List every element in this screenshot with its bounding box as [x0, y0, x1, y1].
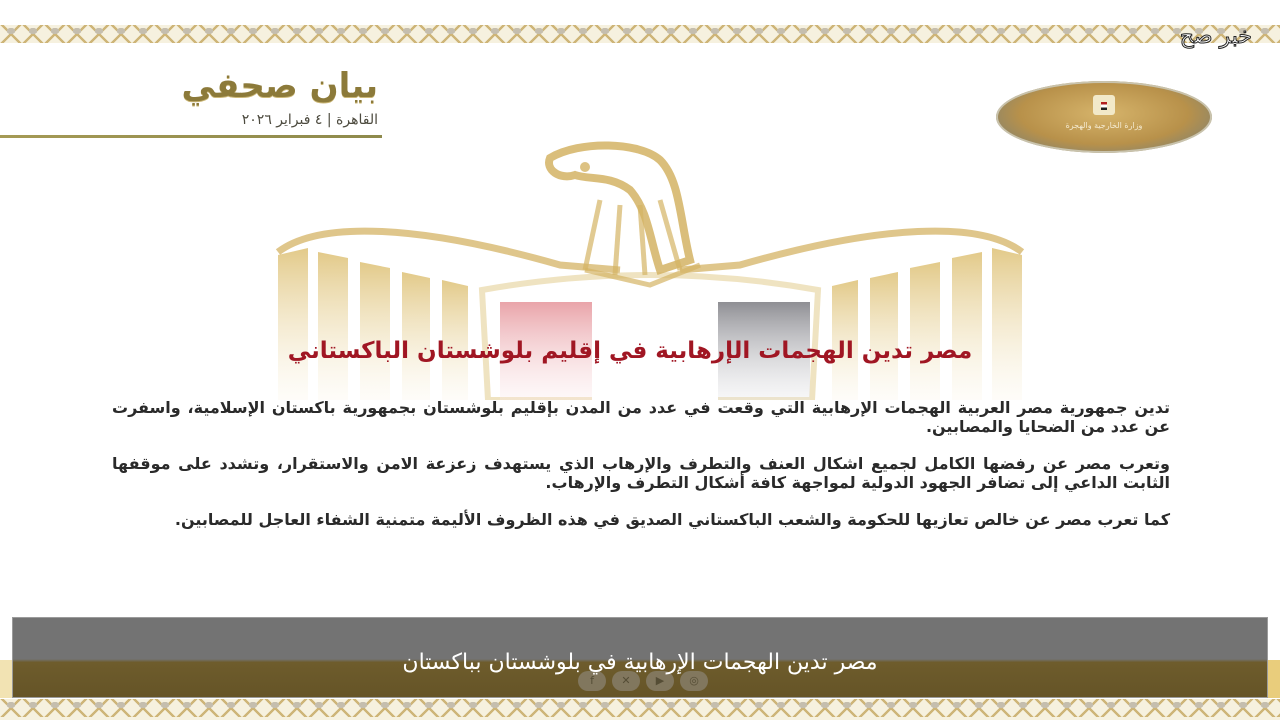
bottom-ornamental-border — [0, 699, 1280, 720]
youtube-icon[interactable]: ▶ — [646, 671, 674, 691]
facebook-icon[interactable]: f — [578, 671, 606, 691]
paragraph-2: وتعرب مصر عن رفضها الكامل لجميع اشكال العنف والتطرف والإرهاب الذي يستهدف زعزعة الامن والاستقرار، وتشدد على موقفها الثابت الداعي إلى تضافر الجهود الدولية لمواجهة كافة أشكال التطرف والإرهاب. — [112, 454, 1170, 492]
site-watermark: خبر صح — [1179, 24, 1252, 49]
date-line: القاهرة | ٤ فبراير ٢٠٢٦ — [241, 112, 378, 128]
press-release-header — [0, 66, 382, 138]
website-icon[interactable]: ◎ — [680, 671, 708, 691]
eagle-emblem-icon — [1093, 95, 1115, 115]
caption-text: مصر تدين الهجمات الإرهابية في بلوشستان بباكستان — [402, 650, 878, 675]
gold-edge-right — [1268, 660, 1280, 698]
image-caption-overlay — [12, 617, 1268, 698]
x-twitter-icon[interactable]: ✕ — [612, 671, 640, 691]
paragraph-3: كما تعرب مصر عن خالص تعازيها للحكومة والشعب الباكستاني الصديق في هذه الظروف الأليمة متمنية الشفاء العاجل للمصابين. — [174, 510, 1170, 529]
page-title: بيان صحفي — [181, 66, 378, 106]
paragraph-1: تدين جمهورية مصر العربية الهجمات الإرهابية التي وقعت في عدد من المدن بإقليم بلوشستان بجمهورية باكستان الإسلامية، واسفرت عن عدد من الضحايا والمصابين. — [112, 398, 1170, 436]
title-divider — [0, 135, 382, 138]
article-headline: مصر تدين الهجمات الإرهابية في إقليم بلوشستان الباكستاني — [287, 338, 973, 364]
top-ornamental-border — [0, 25, 1280, 43]
article-body — [112, 398, 1170, 547]
seal-text: وزارة الخارجية والهجرة — [1065, 121, 1143, 130]
gold-edge-left — [0, 660, 12, 698]
